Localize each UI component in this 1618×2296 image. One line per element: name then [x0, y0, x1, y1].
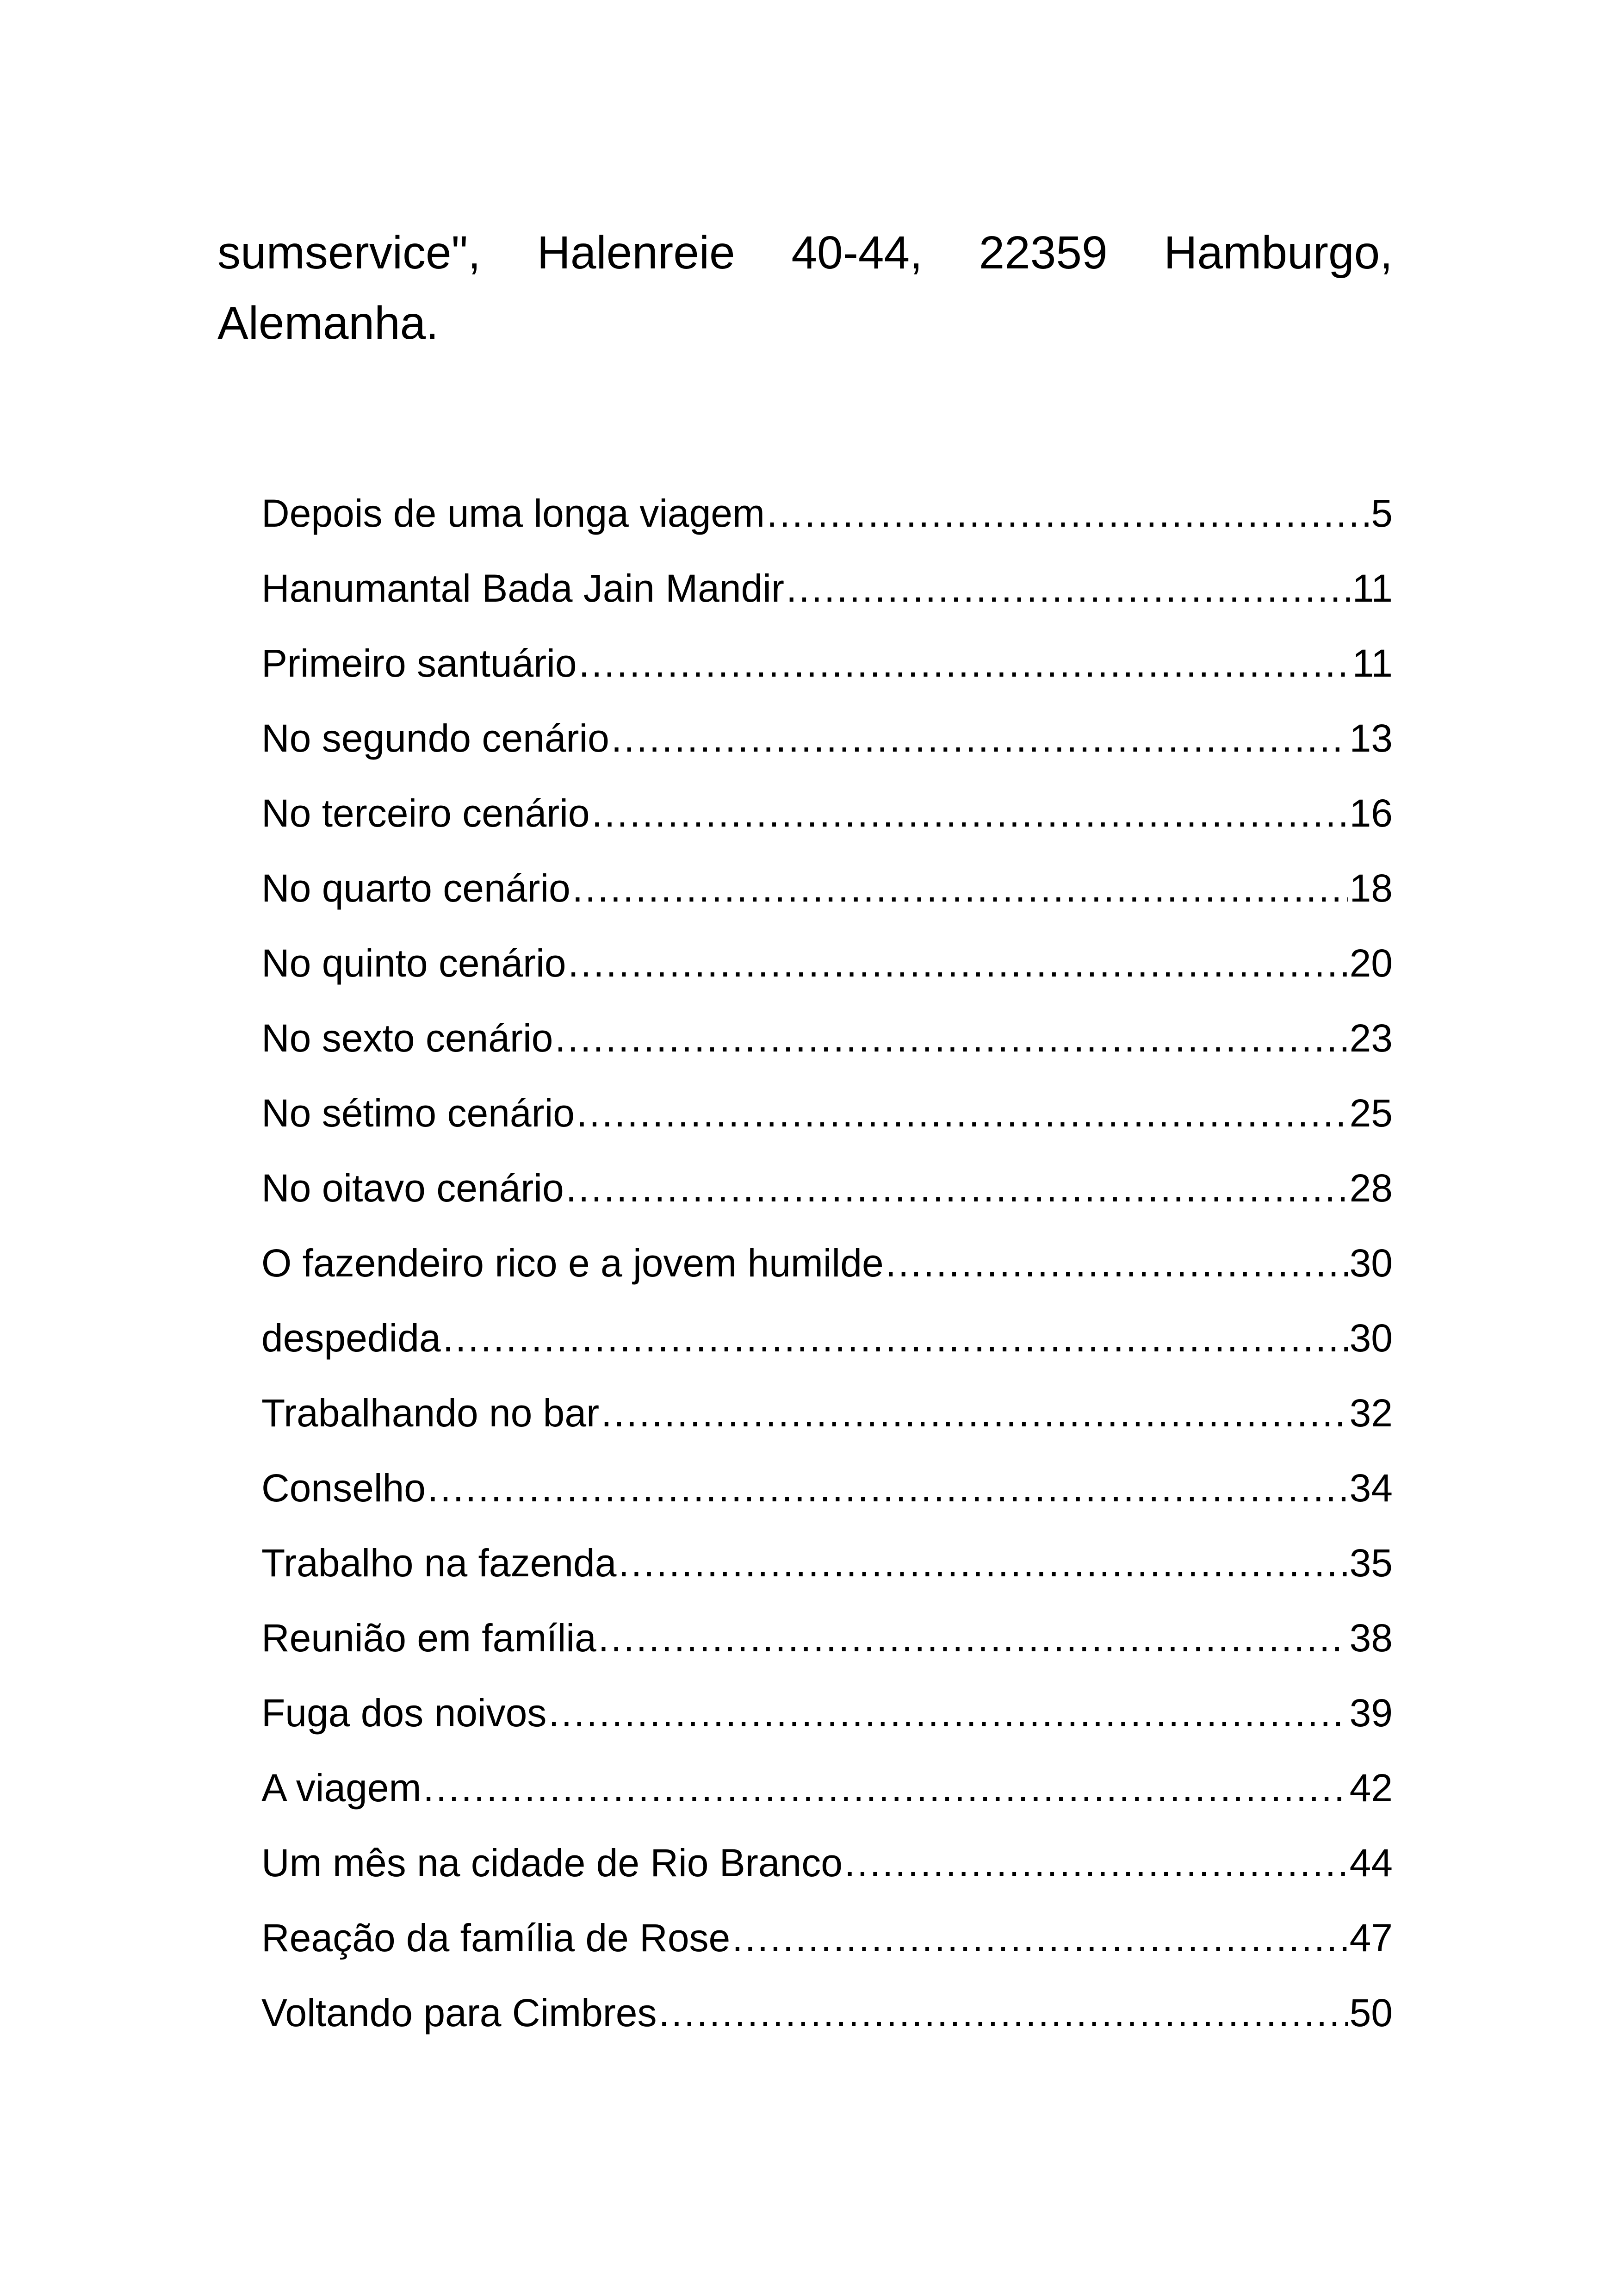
toc-dot-leader [886, 1226, 1348, 1300]
toc-entry-page-number: 23 [1349, 1016, 1393, 1060]
toc-entry-title: A viagem [261, 1766, 422, 1810]
toc-entry-title: Reação da família de Rose [261, 1916, 731, 1960]
toc-dot-leader [732, 1900, 1347, 1975]
toc-entry[interactable] [261, 1151, 1393, 1226]
toc-dot-leader [428, 1450, 1348, 1525]
table-of-contents [261, 476, 1393, 2050]
toc-entry-page-number: 47 [1349, 1916, 1393, 1960]
toc-entry-page-number: 13 [1349, 716, 1393, 760]
toc-dot-leader [786, 551, 1351, 626]
toc-entry-title: despedida [261, 1316, 441, 1360]
toc-entry-page-number: 18 [1349, 866, 1393, 910]
toc-entry-title: Reunião em família [261, 1616, 596, 1660]
toc-entry-title: No segundo cenário [261, 716, 609, 760]
toc-entry-page-number: 42 [1349, 1766, 1393, 1810]
toc-entry-page-number: 30 [1349, 1316, 1393, 1360]
toc-dot-leader [548, 1675, 1347, 1750]
toc-dot-leader [601, 1375, 1347, 1450]
toc-entry[interactable] [261, 1450, 1393, 1525]
toc-dot-leader [611, 701, 1348, 776]
toc-entry-title: No quarto cenário [261, 866, 570, 910]
toc-entry[interactable] [261, 1600, 1393, 1675]
toc-entry[interactable] [261, 1525, 1393, 1600]
toc-entry-title: No quinto cenário [261, 941, 566, 985]
toc-entry-page-number: 28 [1349, 1166, 1393, 1210]
toc-entry-title: No oitavo cenário [261, 1166, 564, 1210]
toc-dot-leader [443, 1300, 1348, 1375]
toc-entry[interactable] [261, 1975, 1393, 2050]
toc-entry[interactable] [261, 1076, 1393, 1151]
toc-dot-leader [423, 1750, 1348, 1825]
toc-entry-page-number: 35 [1349, 1541, 1393, 1585]
toc-entry-title: Trabalho na fazenda [261, 1541, 617, 1585]
intro-paragraph: sumservice", Halenreie 40-44, 22359 Hamburgo, Alemanha. [217, 227, 1393, 349]
toc-entry[interactable] [261, 1300, 1393, 1375]
toc-entry-title: Voltando para Cimbres [261, 1991, 657, 2035]
toc-entry-page-number: 39 [1349, 1691, 1393, 1735]
toc-entry-page-number: 38 [1349, 1616, 1393, 1660]
toc-entry[interactable] [261, 626, 1393, 701]
toc-entry-title: Um mês na cidade de Rio Branco [261, 1841, 843, 1885]
toc-dot-leader [566, 1151, 1348, 1226]
toc-entry-page-number: 11 [1352, 566, 1393, 610]
toc-entry-page-number: 11 [1352, 641, 1393, 685]
toc-dot-leader [572, 851, 1348, 926]
toc-entry[interactable] [261, 1375, 1393, 1450]
toc-entry-title: No terceiro cenário [261, 791, 590, 835]
toc-entry-title: No sétimo cenário [261, 1091, 575, 1135]
toc-entry[interactable] [261, 1001, 1393, 1076]
toc-dot-leader [555, 1001, 1347, 1076]
toc-entry[interactable] [261, 776, 1393, 851]
toc-entry-title: Hanumantal Bada Jain Mandir [261, 566, 784, 610]
toc-entry-title: Primeiro santuário [261, 641, 577, 685]
toc-entry-title: O fazendeiro rico e a jovem humilde [261, 1241, 884, 1285]
toc-entry-title: Fuga dos noivos [261, 1691, 547, 1735]
toc-entry[interactable] [261, 701, 1393, 776]
toc-entry-page-number: 20 [1349, 941, 1393, 985]
toc-dot-leader [767, 476, 1369, 551]
toc-dot-leader [568, 926, 1347, 1001]
toc-entry[interactable] [261, 1675, 1393, 1750]
toc-entry-title: No sexto cenário [261, 1016, 553, 1060]
toc-dot-leader [618, 1525, 1347, 1600]
toc-dot-leader [658, 1975, 1347, 2050]
toc-entry[interactable] [261, 551, 1393, 626]
toc-entry[interactable] [261, 851, 1393, 926]
toc-entry-title: Conselho [261, 1466, 426, 1510]
toc-entry[interactable] [261, 1750, 1393, 1825]
toc-dot-leader [577, 1076, 1348, 1151]
toc-entry-title: Depois de uma longa viagem [261, 492, 765, 535]
toc-entry[interactable] [261, 476, 1393, 551]
toc-entry-page-number: 50 [1349, 1991, 1393, 2035]
toc-entry-page-number: 44 [1349, 1841, 1393, 1885]
toc-entry-page-number: 32 [1349, 1391, 1393, 1435]
toc-entry[interactable] [261, 1825, 1393, 1900]
toc-entry-page-number: 34 [1349, 1466, 1393, 1510]
toc-entry[interactable] [261, 1900, 1393, 1975]
toc-dot-leader [844, 1825, 1348, 1900]
toc-dot-leader [579, 626, 1351, 701]
toc-entry[interactable] [261, 926, 1393, 1001]
toc-entry-page-number: 30 [1349, 1241, 1393, 1285]
toc-entry-page-number: 25 [1349, 1091, 1393, 1135]
toc-entry-page-number: 5 [1371, 492, 1393, 535]
toc-entry-page-number: 16 [1349, 791, 1393, 835]
toc-entry[interactable] [261, 1226, 1393, 1300]
toc-entry-title: Trabalhando no bar [261, 1391, 600, 1435]
toc-dot-leader [592, 776, 1348, 851]
toc-dot-leader [598, 1600, 1348, 1675]
